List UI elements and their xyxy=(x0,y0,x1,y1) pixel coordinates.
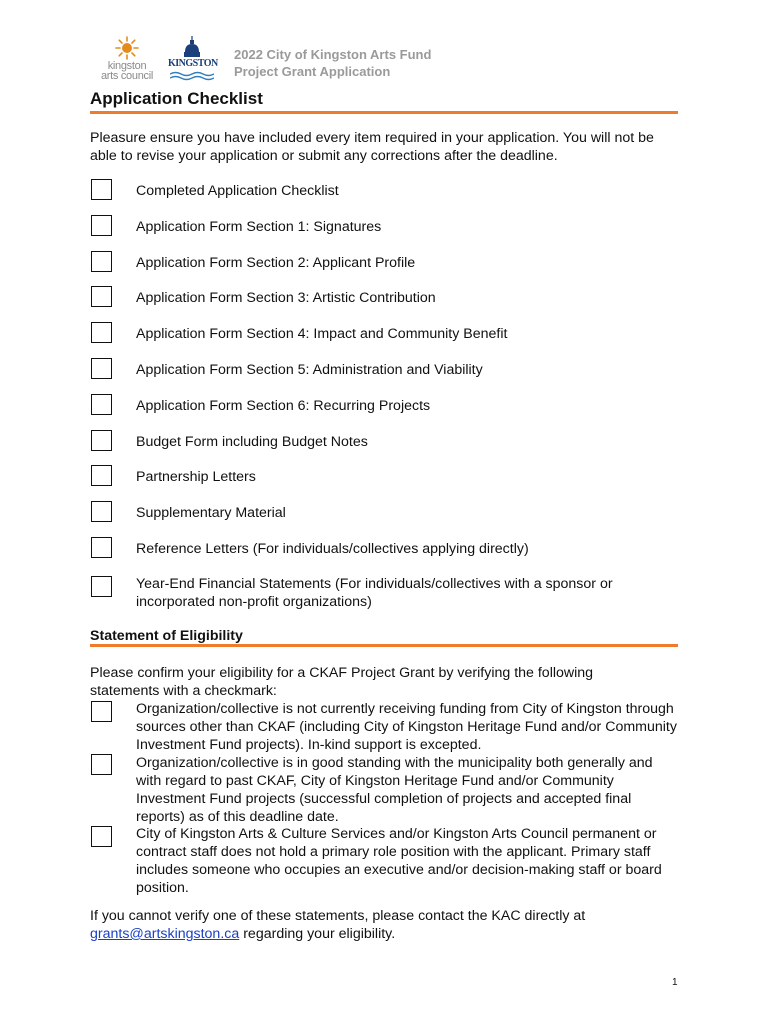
eligibility-closing xyxy=(90,907,660,943)
checklist-checkbox[interactable] xyxy=(91,251,112,272)
water-waves-icon xyxy=(170,71,214,81)
city-logo-wordmark: KINGSTON xyxy=(168,58,218,69)
checklist-checkbox[interactable] xyxy=(91,179,112,200)
eligibility-statement: City of Kingston Arts & Culture Services and/or Kingston Arts Council permanent or contract staff does not hold a primary role position with the applicant. Primary staff includes someone who occupies an executive and/or decision-making staff or board position. xyxy=(136,826,662,896)
checklist-item: Application Form Section 2: Applicant Profile xyxy=(136,255,416,271)
checklist-checkbox[interactable] xyxy=(91,576,112,597)
document-title-line2: Project Grant Application xyxy=(234,64,391,79)
checklist-checkbox[interactable] xyxy=(91,394,112,415)
page-number: 1 xyxy=(672,977,678,988)
checklist-checkbox[interactable] xyxy=(91,430,112,451)
kac-logo-line2: arts council xyxy=(100,70,154,82)
checklist-heading: Application Checklist xyxy=(90,89,263,108)
heading-divider xyxy=(90,644,678,647)
checklist-item: Application Form Section 4: Impact and Community Benefit xyxy=(136,326,508,342)
eligibility-heading: Statement of Eligibility xyxy=(90,628,243,644)
document-title-line1: 2022 City of Kingston Arts Fund xyxy=(234,47,432,62)
checklist-checkbox[interactable] xyxy=(91,465,112,486)
checklist-checkbox[interactable] xyxy=(91,537,112,558)
checklist-checkbox[interactable] xyxy=(91,286,112,307)
page-header xyxy=(90,36,690,86)
eligibility-intro: Please confirm your eligibility for a CKAF Project Grant by verifying the following statements with a checkmark: xyxy=(90,665,594,699)
city-hall-dome-icon xyxy=(182,36,202,58)
kingston-arts-council-logo xyxy=(94,36,160,82)
closing-text-end: regarding your eligibility. xyxy=(239,926,396,942)
checklist-item: Completed Application Checklist xyxy=(136,183,339,199)
checklist-item: Budget Form including Budget Notes xyxy=(136,434,368,450)
checklist-item: Application Form Section 6: Recurring Projects xyxy=(136,398,431,414)
document-title xyxy=(234,46,431,80)
checklist-item: Reference Letters (For individuals/collectives applying directly) xyxy=(136,541,529,557)
checklist-item: Year-End Financial Statements (For individuals/collectives with a sponsor or incorporated non-profit organizations) xyxy=(136,576,613,610)
grants-email-link[interactable]: grants@artskingston.ca xyxy=(90,926,240,942)
checklist-item: Application Form Section 3: Artistic Contribution xyxy=(136,290,436,306)
closing-text: If you cannot verify one of these statements, please contact the KAC directly at xyxy=(90,908,586,924)
city-of-kingston-logo xyxy=(168,36,216,84)
checklist-item: Application Form Section 5: Administration and Viability xyxy=(136,362,483,378)
checklist-item: Supplementary Material xyxy=(136,505,286,521)
eligibility-checkbox[interactable] xyxy=(91,701,112,722)
eligibility-checkbox[interactable] xyxy=(91,754,112,775)
checklist-checkbox[interactable] xyxy=(91,322,112,343)
sunburst-icon xyxy=(115,36,139,60)
checklist-checkbox[interactable] xyxy=(91,215,112,236)
checklist-item: Partnership Letters xyxy=(136,469,256,485)
eligibility-statement: Organization/collective is not currently receiving funding from City of Kingston through sources other than CKAF (including City of Kingston Heritage Fund and/or Community Investment Fund projects). In-kind support is excepted. xyxy=(136,701,677,753)
heading-divider xyxy=(90,111,678,114)
eligibility-checkbox[interactable] xyxy=(91,826,112,847)
checklist-checkbox[interactable] xyxy=(91,501,112,522)
checklist-intro: Pleasure ensure you have included every item required in your application. You will not be able to revise your application or submit any corrections after the deadline. xyxy=(90,130,654,164)
checklist-item: Application Form Section 1: Signatures xyxy=(136,219,382,235)
kac-logo-line1: kingston xyxy=(107,60,147,72)
eligibility-statement: Organization/collective is in good standing with the municipality both generally and with regard to past CKAF, City of Kingston Heritage Fund and/or Community Investment Fund projects (successful completion of projects and accepted final reports) as of this deadline date. xyxy=(136,755,653,825)
checklist-checkbox[interactable] xyxy=(91,358,112,379)
